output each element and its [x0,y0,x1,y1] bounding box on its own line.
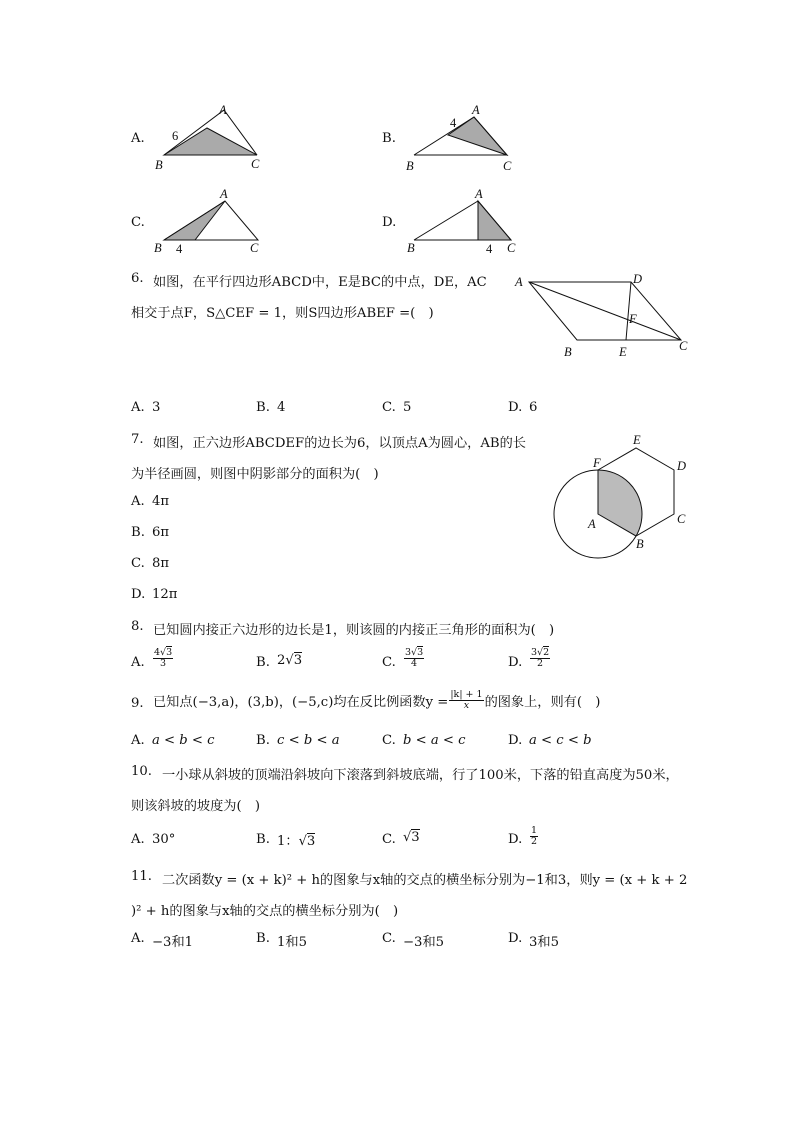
vertex-label: C [679,339,688,353]
option-label: A. [131,131,145,146]
option-text: 3 [152,400,161,415]
option-label: B. [256,400,270,415]
option-label: D. [508,655,523,670]
question-text: 如图，正六边形ABCDEF的边长为6，以顶点A为圆心，AB的长 [153,436,526,451]
option-radical: 1：√3 [277,834,316,849]
parallelogram-figure [510,268,700,368]
option-label: B. [256,931,270,946]
vertex-label: C [507,241,516,255]
option-label: D. [508,733,523,748]
question-text: 相交于点F，S△CEF = 1，则S四边形ABEF =( ) [131,306,434,321]
option-label: D. [131,587,146,602]
question-text: )² + h的图象与x轴的交点的横坐标分别为( ) [131,904,399,919]
question-text: 二次函数y = (x + k)² + h的图象与x轴的交点的横坐标分别为−1和3，则y = (x + k + 2 [162,873,688,888]
option-fraction: $\frac{3√3}{4}$ [405,647,424,669]
option-fraction: $\frac{4√3}{3}$ [154,647,173,669]
vertex-label: A [475,187,483,201]
option-label: C. [131,215,145,230]
option-label: D. [382,215,397,230]
side-length-label: 4 [176,242,183,256]
question-number: 10. [131,764,152,779]
vertex-label: C [503,159,512,173]
option-text: a < c < b [529,733,592,748]
triangle-figure-b [400,100,520,175]
side-length-label: 4 [450,116,457,130]
vertex-label: D [633,272,643,286]
vertex-label: A [472,103,480,117]
vertex-label: C [677,512,686,526]
option-text: 5 [403,400,412,415]
option-label: B. [256,733,270,748]
option-text: −3和5 [403,935,445,950]
vertex-label: A [219,103,227,117]
triangle-figure-a [150,100,270,175]
vertex-label: A [220,187,228,201]
question-number: 9. [131,696,144,711]
option-label: D. [508,832,523,847]
vertex-label: F [593,456,601,470]
vertex-label: B [564,345,572,359]
option-radical: √3 [403,830,420,845]
question-text: 已知点(−3,a)，(3,b)，(−5,c)均在反比例函数y = $\frac{|k| + 1}{x}$ 的图象上，则有( ) [153,689,601,711]
option-text: 4 [277,400,286,415]
option-label: A. [131,832,145,847]
option-label: C. [382,655,396,670]
option-label: B. [131,525,145,540]
question-number: 8. [131,619,144,634]
option-label: C. [382,832,396,847]
vertex-label: B [406,159,414,173]
option-text: 8π [152,556,170,571]
side-length-label: 4 [486,242,493,256]
option-fraction: $\frac{1}{2}$ [531,825,538,847]
option-label: A. [131,494,145,509]
option-label: C. [382,733,396,748]
option-label: B. [256,832,270,847]
question-text: 一小球从斜坡的顶端沿斜坡向下滚落到斜坡底端，行了100米，下落的铅直高度为50米， [162,768,679,783]
option-text: 12π [152,587,178,602]
vertex-label: B [636,537,644,551]
side-length-label: 6 [172,129,179,143]
option-text: 4π [152,494,170,509]
triangle-figure-d [400,183,530,258]
vertex-label: C [250,241,259,255]
triangle-figure-c [150,183,270,258]
option-text: 30° [152,832,176,847]
option-label: C. [382,400,396,415]
option-label: A. [131,655,145,670]
option-label: D. [508,400,523,415]
vertex-label: C [251,157,260,171]
option-text: a < b < c [152,733,215,748]
option-text: 6 [529,400,538,415]
option-text: 1和5 [277,935,307,950]
option-label: A. [131,931,145,946]
option-text: −3和1 [152,935,194,950]
vertex-label: E [619,345,627,359]
vertex-label: A [515,275,523,289]
option-label: B. [256,655,270,670]
question-text: 为半径画圆，则图中阴影部分的面积为( ) [131,467,379,482]
vertex-label: B [407,241,415,255]
option-label: A. [131,400,145,415]
hexagon-circle-figure [550,430,700,560]
option-label: B. [382,131,396,146]
option-label: D. [508,931,523,946]
question-number: 7. [131,432,144,447]
option-text: b < a < c [403,733,466,748]
option-label: C. [382,931,396,946]
question-number: 6. [131,271,144,286]
option-label: A. [131,733,145,748]
vertex-label: B [155,158,163,172]
question-text: 则该斜坡的坡度为( ) [131,799,260,814]
option-text: c < b < a [277,733,340,748]
question-text: 已知圆内接正六边形的边长是1，则该圆的内接正三角形的面积为( ) [153,623,555,638]
vertex-label: A [588,517,596,531]
vertex-label: E [633,433,641,447]
question-text: 如图，在平行四边形ABCD中，E是BC的中点，DE，AC [153,275,487,290]
option-radical: 2√3 [277,653,303,668]
option-fraction: $\frac{3√2}{2}$ [531,647,550,669]
vertex-label: B [154,241,162,255]
option-text: 3和5 [529,935,559,950]
vertex-label: F [629,312,637,326]
vertex-label: D [677,459,687,473]
question-number: 11. [131,869,152,884]
option-text: 6π [152,525,170,540]
option-label: C. [131,556,145,571]
